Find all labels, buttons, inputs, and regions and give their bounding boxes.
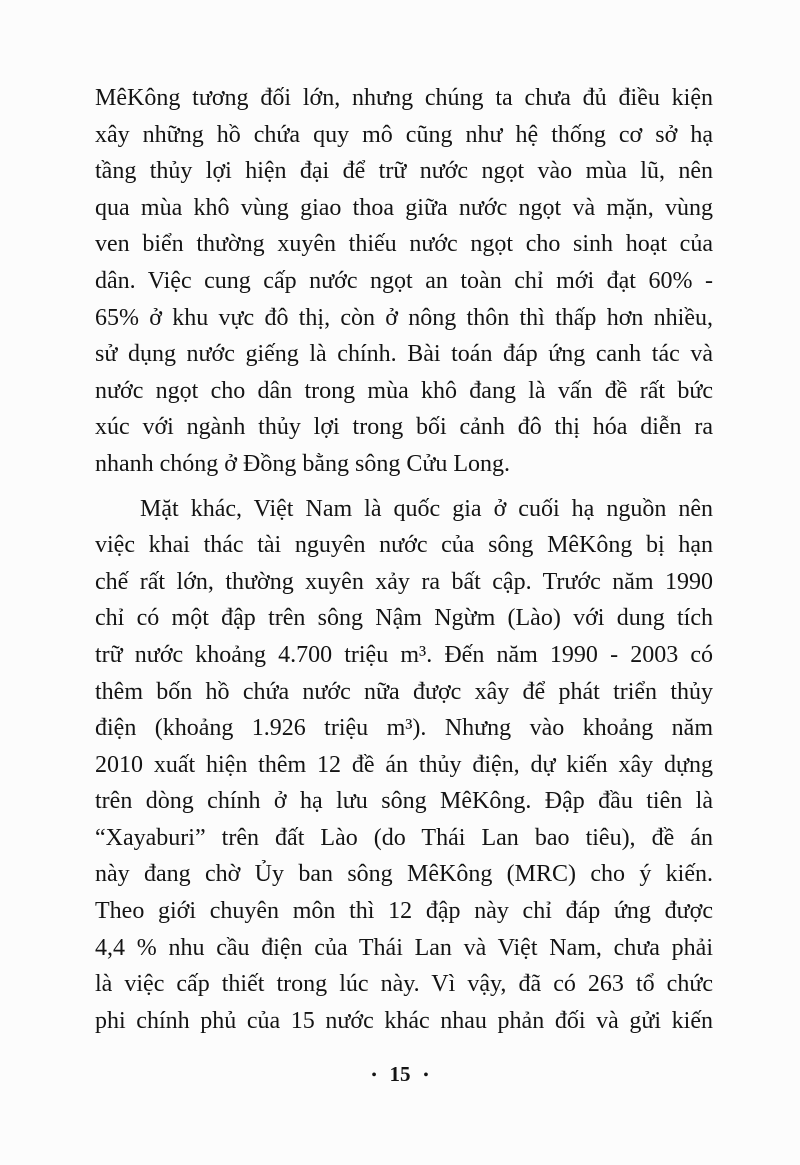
text-line: chỉ có một đập trên sông Nậm Ngừm (Lào) với dung tích [95,605,713,632]
text-line: tầng thủy lợi hiện đại để trữ nước ngọt vào mùa lũ, nên [95,158,713,185]
text-line: “Xayaburi” trên đất Lào (do Thái Lan bao tiêu), đề án [95,824,713,851]
text-line: thêm bốn hồ chứa nước nữa được xây để phát triển thủy [95,678,713,705]
footer-dot-right: • [423,1067,429,1083]
text-line: MêKông tương đối lớn, nhưng chúng ta chưa đủ điều kiện [95,85,713,111]
text-line: sử dụng nước giếng là chính. Bài toán đáp ứng canh tác và [95,341,713,368]
text-line: là việc cấp thiết trong lúc này. Vì vậy, đã có 263 tổ chức [95,971,713,998]
text-line: qua mùa khô vùng giao thoa giữa nước ngọt và mặn, vùng [95,194,713,221]
text-line: trữ nước khoảng 4.700 triệu m³. Đến năm 1990 - 2003 có [95,641,713,668]
footer-dot-left: • [371,1067,377,1083]
text-line: trên dòng chính ở hạ lưu sông MêKông. Đập đầu tiên là [95,788,713,815]
text-line: Theo giới chuyên môn thì 12 đập này chỉ đáp ứng được [95,898,713,925]
text-line: ven biển thường xuyên thiếu nước ngọt cho sinh hoạt của [95,231,713,258]
text-line: nước ngọt cho dân trong mùa khô đang là vấn đề rất bức [95,377,713,404]
text-line: 4,4 % nhu cầu điện của Thái Lan và Việt Nam, chưa phải [95,934,713,961]
text-line: xúc với ngành thủy lợi trong bối cảnh đô thị hóa diễn ra [95,414,713,441]
text-line: dân. Việc cung cấp nước ngọt an toàn chỉ mới đạt 60% - [95,267,713,294]
text-line: việc khai thác tài nguyên nước của sông MêKông bị hạn [95,532,713,559]
page-footer [0,1062,800,1087]
paragraph [95,80,713,483]
text-line: 65% ở khu vực đô thị, còn ở nông thôn thì thấp hơn nhiều, [95,304,713,331]
page-number: 15 [389,1062,411,1086]
text-line: xây những hồ chứa quy mô cũng như hệ thống cơ sở hạ [95,121,713,148]
text-line: nhanh chóng ở Đồng bằng sông Cửu Long. [95,450,510,477]
text-line: phi chính phủ của 15 nước khác nhau phản đối và gửi kiến [95,1007,713,1034]
text-line: điện (khoảng 1.926 triệu m³). Nhưng vào khoảng năm [95,715,713,742]
text-line: này đang chờ Ủy ban sông MêKông (MRC) cho ý kiến. [95,861,713,888]
text-line: chế rất lớn, thường xuyên xảy ra bất cập. Trước năm 1990 [95,568,713,595]
text-line: Mặt khác, Việt Nam là quốc gia ở cuối hạ nguồn nên [140,495,713,522]
body-text [95,80,713,1039]
text-line: 2010 xuất hiện thêm 12 đề án thủy điện, dự kiến xây dựng [95,751,713,778]
paragraph [95,491,713,1040]
